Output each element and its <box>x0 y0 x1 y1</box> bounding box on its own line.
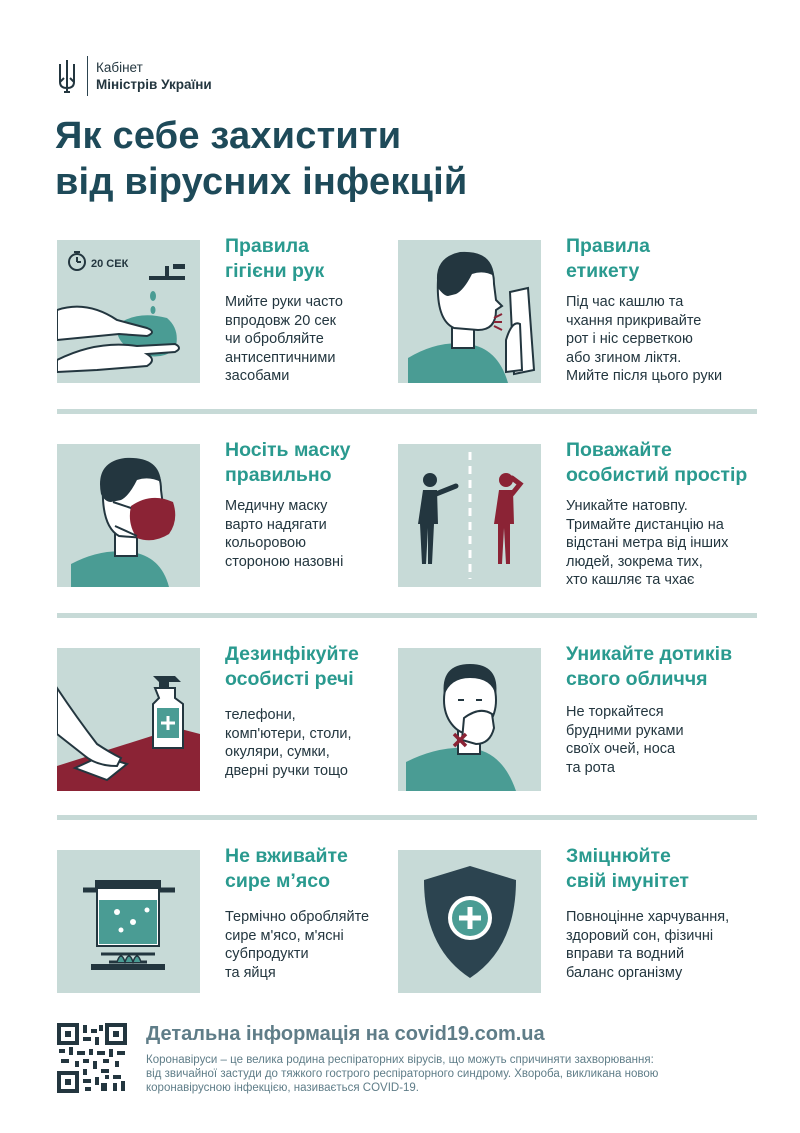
body-line: чи обробляйте <box>225 331 324 347</box>
no-face-touch-icon <box>398 648 541 791</box>
heading-line: Правила <box>566 235 650 257</box>
body-line: Під час кашлю та <box>566 294 684 310</box>
card-heading <box>566 438 786 488</box>
heading-line: Уникайте дотиків <box>566 643 733 665</box>
qr-code-icon[interactable] <box>57 1023 127 1093</box>
body-line: хто кашляє та чхає <box>566 572 695 588</box>
note-line: від звичайної застуди до тяжкого гострого респіраторного синдрому. Хвороба, викликана новою <box>146 1068 659 1080</box>
body-line: комп'ютери, столи, <box>225 725 352 742</box>
header-separator <box>87 56 88 96</box>
org-line-1: Кабінет <box>96 60 143 75</box>
note-line: коронавірусною інфекцією, називається COVID-19. <box>146 1082 420 1094</box>
body-line: впродовж 20 сек <box>225 312 336 329</box>
title-line-1: Як себе захистити <box>55 115 402 157</box>
body-line: вправи та водний <box>566 946 685 962</box>
heading-line: свій імунітет <box>566 870 689 892</box>
body-line: Тримайте дистанцію на <box>566 516 724 533</box>
face-mask-icon <box>57 444 200 587</box>
hand-washing-icon <box>57 240 200 383</box>
heading-line: особистий простір <box>566 464 748 486</box>
section-divider <box>57 815 757 820</box>
body-line: антисептичними <box>225 349 336 366</box>
card-etiquette <box>398 235 768 390</box>
body-line: Мийте руки часто <box>225 294 343 310</box>
organization-name <box>96 59 212 93</box>
section-divider <box>57 613 757 618</box>
card-raw-meat <box>57 845 427 1000</box>
card-hand-hygiene <box>57 235 427 390</box>
card-heading <box>566 844 786 894</box>
immunity-shield-icon <box>398 850 541 993</box>
heading-line: Не вживайте <box>225 845 348 867</box>
body-line: Медичну маску <box>225 498 328 514</box>
disinfect-spray-icon <box>57 648 200 791</box>
heading-line: гігієни рук <box>225 260 325 282</box>
heading-line: етикету <box>566 260 640 282</box>
body-line: Уникайте натовпу. <box>566 498 688 514</box>
social-distance-icon <box>398 444 541 587</box>
body-line: та яйця <box>225 964 276 981</box>
heading-line: Носіть маску <box>225 439 351 461</box>
heading-line: сире м’ясо <box>225 870 330 892</box>
boiling-pot-icon <box>57 850 200 993</box>
body-line: брудними руками <box>566 722 684 739</box>
card-body <box>566 293 776 386</box>
body-line: Мийте після цього руки <box>566 368 723 384</box>
heading-line: Зміцнюйте <box>566 845 671 867</box>
body-line: та рота <box>566 759 615 776</box>
more-info-link[interactable]: Детальна інформація на covid19.com.ua <box>146 1023 545 1045</box>
card-immunity <box>398 845 768 1000</box>
page-title <box>55 113 467 205</box>
heading-line: особисті речі <box>225 668 354 690</box>
header <box>57 55 212 97</box>
body-line: своїх очей, носа <box>566 741 676 757</box>
body-line: окуляри, сумки, <box>225 744 330 760</box>
body-line: дверні ручки тощо <box>225 762 348 779</box>
body-line: здоровий сон, фізичні <box>566 927 714 944</box>
body-line: чхання прикривайте <box>566 312 702 329</box>
body-line: баланс організму <box>566 964 683 981</box>
body-line: Термічно обробляйте <box>225 909 370 925</box>
card-no-face-touch <box>398 643 768 798</box>
title-line-2: від вірусних інфекцій <box>55 161 468 203</box>
body-line: Не торкайтеся <box>566 704 664 720</box>
card-disinfect <box>57 643 427 798</box>
body-line: засобами <box>225 368 290 384</box>
body-line: або згином ліктя. <box>566 349 682 366</box>
heading-line: Поважайте <box>566 439 672 461</box>
card-body <box>566 908 776 982</box>
body-line: варто надягати <box>225 516 327 533</box>
body-line: Повноцінне харчування, <box>566 909 730 925</box>
body-line: людей, зокрема тих, <box>566 553 703 570</box>
heading-line: Правила <box>225 235 309 257</box>
body-line: рот і ніс серветкою <box>566 331 693 347</box>
heading-line: свого обличчя <box>566 668 708 690</box>
body-line: телефони, <box>225 707 296 723</box>
card-heading <box>566 642 786 692</box>
card-personal-space <box>398 439 768 594</box>
body-line: відстані метра від інших <box>566 535 729 551</box>
note-line: Коронавіруси – це велика родина респіраторних вірусів, що можуть спричиняти захворювання: <box>146 1054 654 1066</box>
org-line-2: Міністрів України <box>96 77 212 92</box>
heading-line: правильно <box>225 464 332 486</box>
card-body <box>566 703 776 777</box>
body-line: кольоровою <box>225 535 306 551</box>
card-body <box>566 497 776 590</box>
trident-icon <box>57 58 77 94</box>
footer-note <box>146 1053 756 1095</box>
body-line: сире м'ясо, м'ясні <box>225 927 344 944</box>
body-line: субпродукти <box>225 946 309 962</box>
sneeze-tissue-icon <box>398 240 541 383</box>
section-divider <box>57 409 757 414</box>
card-mask <box>57 439 427 594</box>
body-line: стороною назовні <box>225 553 344 570</box>
card-heading <box>566 234 786 284</box>
heading-line: Дезинфікуйте <box>225 643 359 665</box>
timer-label: 20 СЕК <box>91 258 129 270</box>
